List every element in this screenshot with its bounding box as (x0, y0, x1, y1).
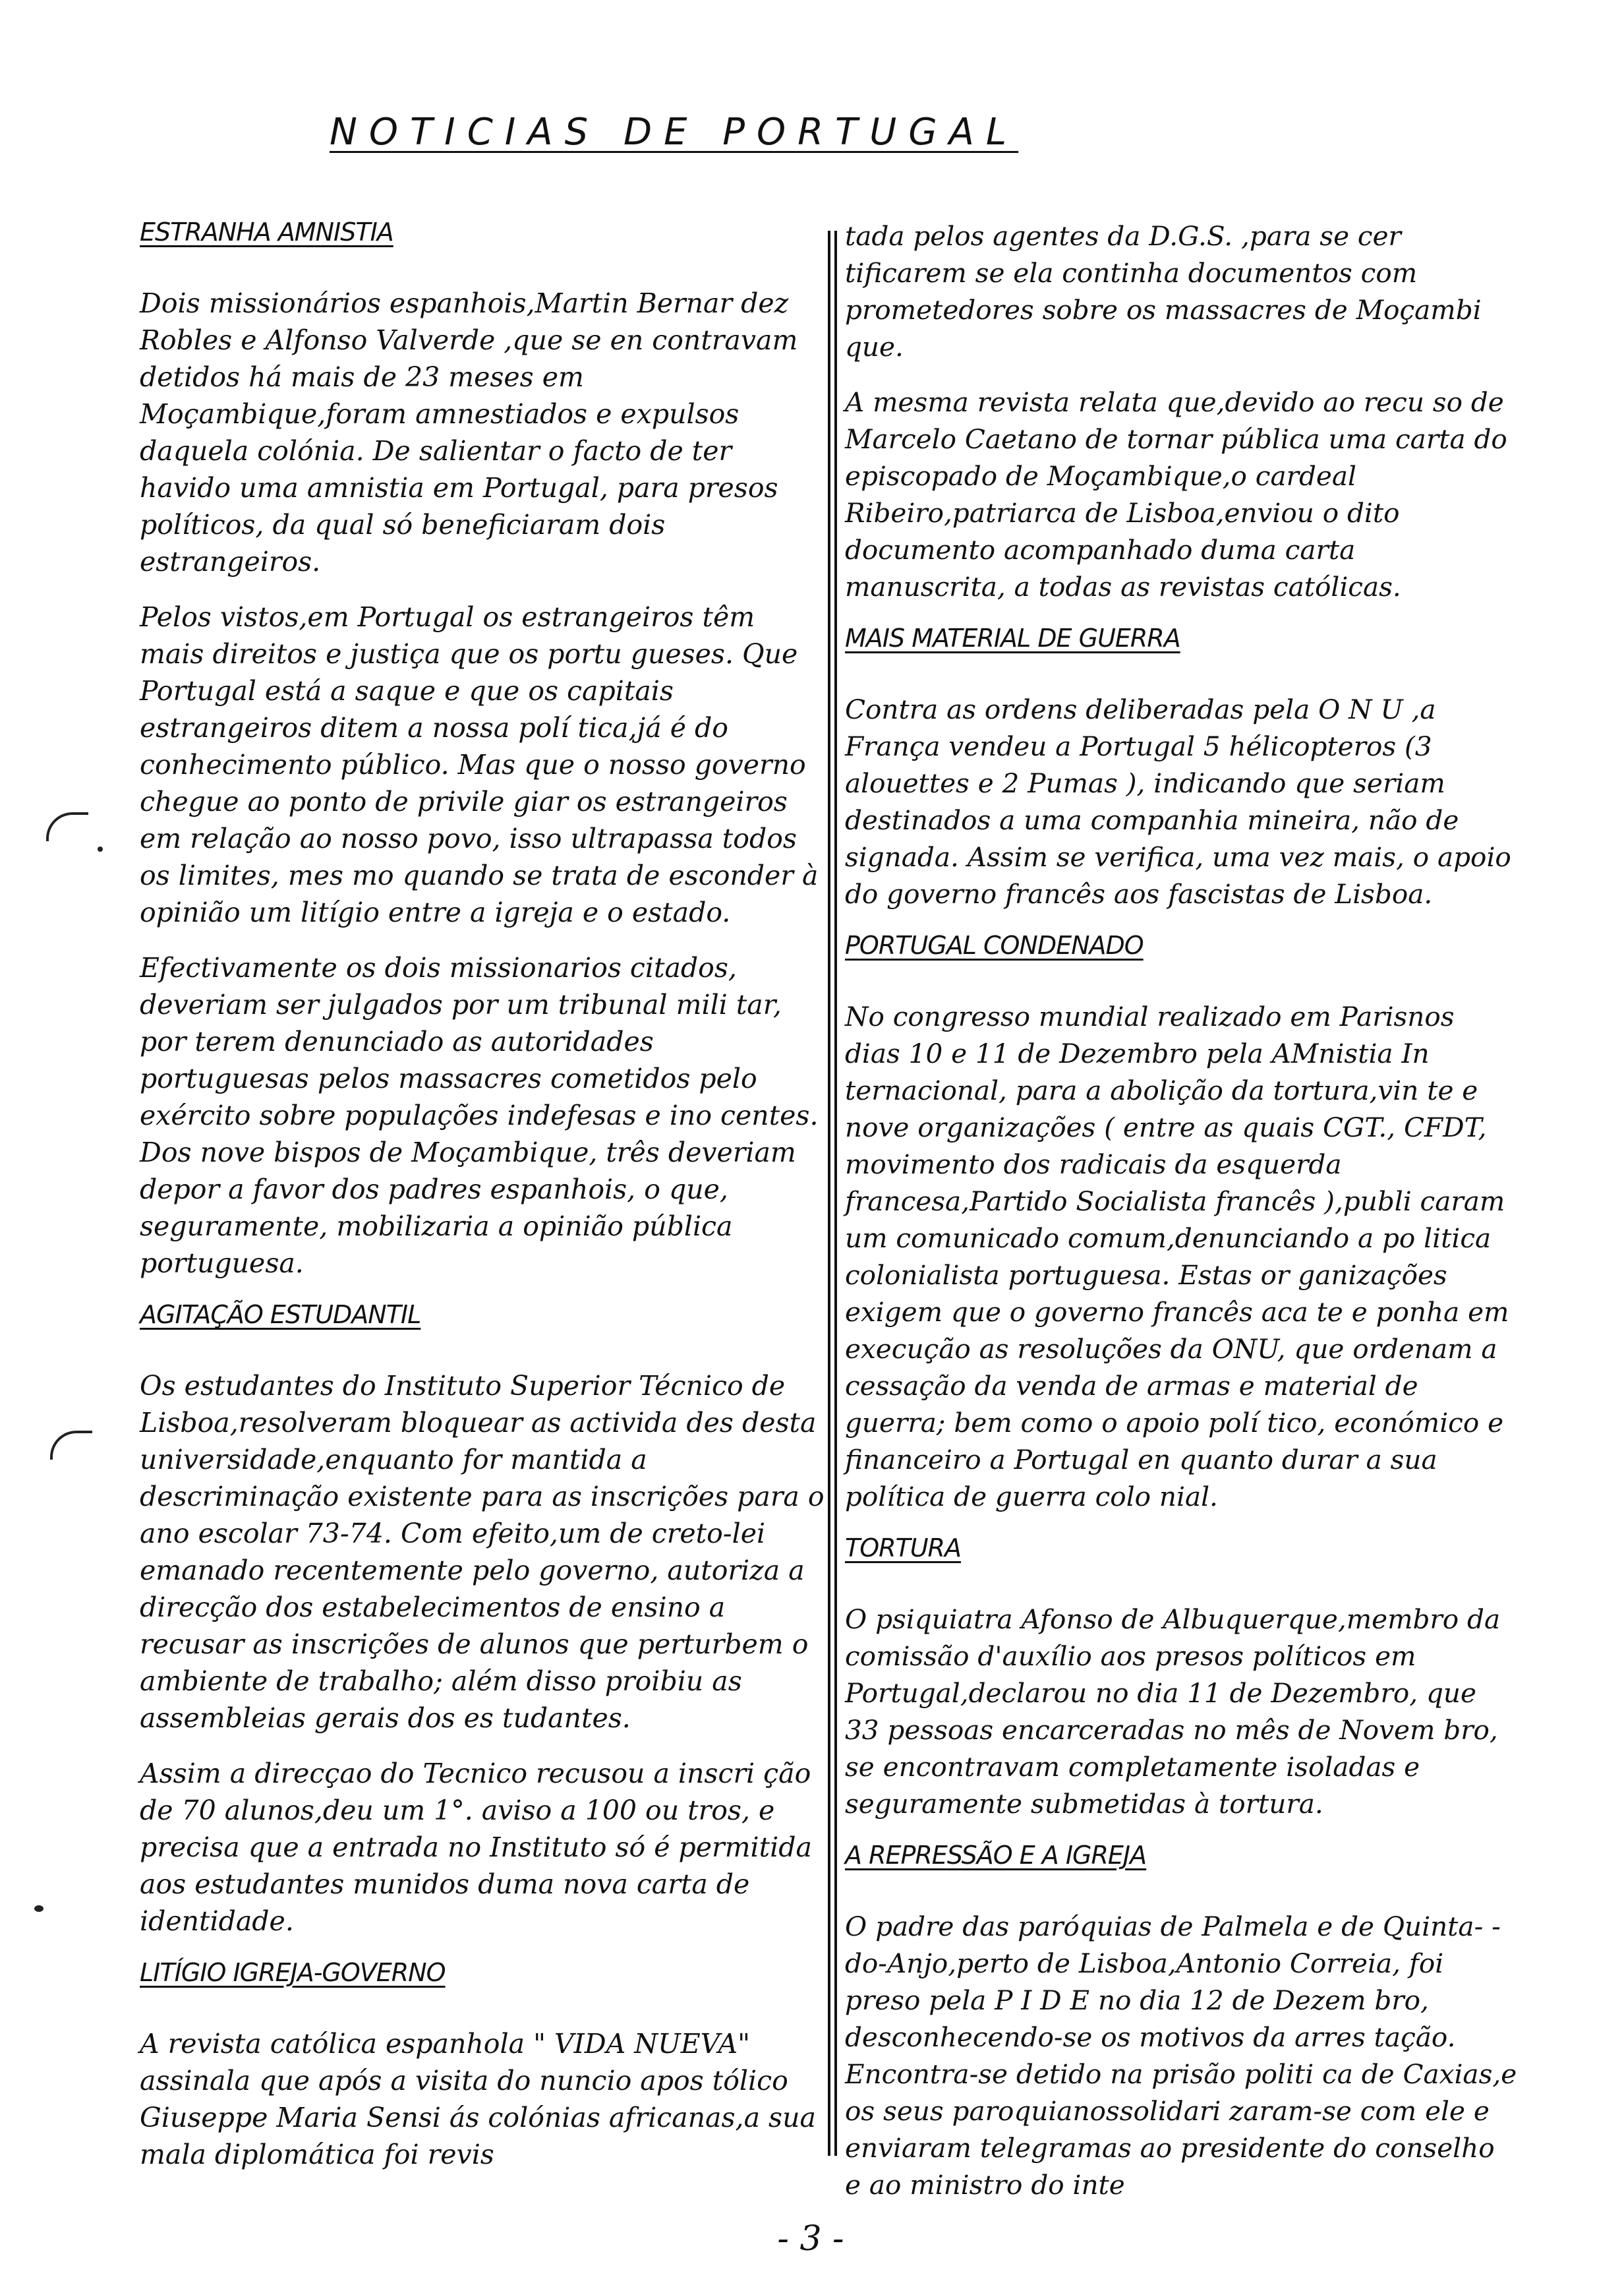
article-heading: PORTUGAL CONDENADO (845, 931, 1144, 960)
right-column (845, 218, 1517, 2222)
article-heading: AGITAÇÃO ESTUDANTIL (140, 1300, 421, 1329)
margin-ink-dot (98, 847, 103, 852)
article-paragraph: Assim a direcçao do Tecnico recusou a inscri ção de 70 alunos,deu um 1°. aviso a 100 ou tros, e precisa que a entrada no Instituto só é permitida aos estudantes munidos duma nova carta de identidade. (140, 1758, 812, 1937)
article-paragraph: A revista católica espanhola " VIDA NUEVA" assinala que após a visita do nuncio apos tólico Giuseppe Maria Sensi ás colónias africanas,a sua mala diplomática foi revis (140, 2028, 816, 2170)
article-paragraph: A mesma revista relata que,devido ao recu so de Marcelo Caetano de tornar pública uma carta do episcopado de Moçambique,o cardeal Ribeiro,patriarca de Lisboa,enviou o dito documento acompanhado duma carta manuscrita, a todas as revistas católicas. (845, 386, 1507, 603)
article-paragraph: O psiquiatra Afonso de Albuquerque,membro da comissão d'auxílio aos presos políticos em Portugal,declarou no dia 11 de Dezembro, que 33 pessoas encarceradas no mês de Novem bro, se encontravam completamente isoladas e seguramente submetidas à tortura. (845, 1603, 1501, 1820)
page-number: - 3 - (777, 2219, 844, 2259)
article-heading: A REPRESSÃO E A IGREJA (845, 1841, 1147, 1870)
page-title: NOTICIAS DE PORTUGAL (330, 111, 1019, 154)
margin-hole-punch-mark (46, 812, 88, 841)
column-divider-line (834, 231, 837, 2156)
article-tortura (845, 1533, 1517, 1822)
column-divider-line (828, 231, 830, 2156)
article-heading: LITÍGIO IGREJA-GOVERNO (140, 1958, 446, 1987)
margin-ink-dot (34, 1905, 44, 1912)
article-paragraph: Dois missionários espanhois,Martin Bernar dez Robles e Alfonso Valverde ,que se en contravam detidos há mais de 23 meses em Moçambique,foram amnestiados e expulsos daquela colónia. De salientar o facto de ter havido uma amnistia em Portugal, para presos políticos, da qual só beneficiaram dois estrangeiros. (140, 287, 798, 578)
article-paragraph: Pelos vistos,em Portugal os estrangeiros têm mais direitos e justiça que os portu gueses. Que Portugal está a saque e que os capitais estrangeiros ditem a nossa polí tica,já é do conhecimento público. Mas que o nosso governo chegue ao ponto de privile giar os estrangeiros em relação ao nosso povo, isso ultrapassa todos os limites, mes mo quando se trata de esconder à opinião um litígio entre a igreja e o estado. (140, 601, 819, 928)
margin-hole-punch-mark (50, 1431, 92, 1460)
article-paragraph: Contra as ordens deliberadas pela O N U ,a França vendeu a Portugal 5 hélicopteros (3 alouettes e 2 Pumas ), indicando que seriam destinados a uma companhia mineira, não de signada. Assim se verifica, uma vez mais, o apoio do governo francês aos fascistas de Lisboa. (845, 694, 1511, 910)
article-a-repressao-e-a-igreja (845, 1841, 1517, 2203)
left-column (140, 218, 825, 2191)
article-heading: MAIS MATERIAL DE GUERRA (845, 624, 1180, 653)
article-heading: TORTURA (845, 1533, 961, 1562)
article-paragraph: Efectivamente os dois missionarios citados, deveriam ser julgados por um tribunal mili tar, por terem denunciado as autoridades portuguesas pelos massacres cometidos pelo exército sobre populações indefesas e ino centes. Dos nove bispos de Moçambique, três deveriam depor a favor dos padres espanhois, o que, seguramente, mobilizaria a opinião pública portuguesa. (140, 952, 819, 1279)
article-heading: ESTRANHA AMNISTIA (140, 218, 393, 247)
article-paragraph: O padre das paróquias de Palmela e de Quinta- -do-Anjo,perto de Lisboa,Antonio Correia, foi preso pela P I D E no dia 12 de Dezem bro, desconhecendo-se os motivos da arres tação. Encontra-se detido na prisão politi ca de Caxias,e os seus paroquianossolidari zaram-se com ele e enviaram telegramas ao presidente do conselho e ao ministro do inte (845, 1911, 1517, 2201)
article-mais-material-de-guerra (845, 624, 1517, 912)
article-continuation (845, 218, 1517, 605)
article-paragraph: No congresso mundial realizado em Parisnos dias 10 e 11 de Dezembro pela AMnistia In ternacional, para a abolição da tortura,vin te e nove organizações ( entre as quais CGT., CFDT, movimento dos radicais da esquerda francesa,Partido Socialista francês ),publi caram um comunicado comum,denunciando a po litica colonialista portuguesa. Estas or ganizações exigem que o governo francês aca te e ponha em execução as resoluções da ONU, que ordenam a cessação da venda de armas e material de guerra; bem como o apoio polí tico, económico e financeiro a Portugal en quanto durar a sua política de guerra colo nial. (845, 1001, 1509, 1512)
article-litigio-igreja-governo (140, 1958, 825, 2173)
article-paragraph: tada pelos agentes da D.G.S. ,para se cer tificarem se ela continha documentos com prometedores sobre os massacres de Moçambi que. (845, 220, 1482, 363)
article-estranha-amnistia (140, 218, 825, 1282)
article-paragraph: Os estudantes do Instituto Superior Técnico de Lisboa,resolveram bloquear as activida des desta universidade,enquanto for mantida a descriminação existente para as inscrições para o ano escolar 73-74. Com efeito,um de creto-lei emanado recentemente pelo governo, autoriza a direcção dos estabelecimentos de ensino a recusar as inscrições de alunos que perturbem o ambiente de trabalho; além disso proibiu as assembleias gerais dos es tudantes. (140, 1370, 825, 1734)
article-agitacao-estudantil (140, 1300, 825, 1940)
article-portugal-condenado (845, 931, 1517, 1515)
